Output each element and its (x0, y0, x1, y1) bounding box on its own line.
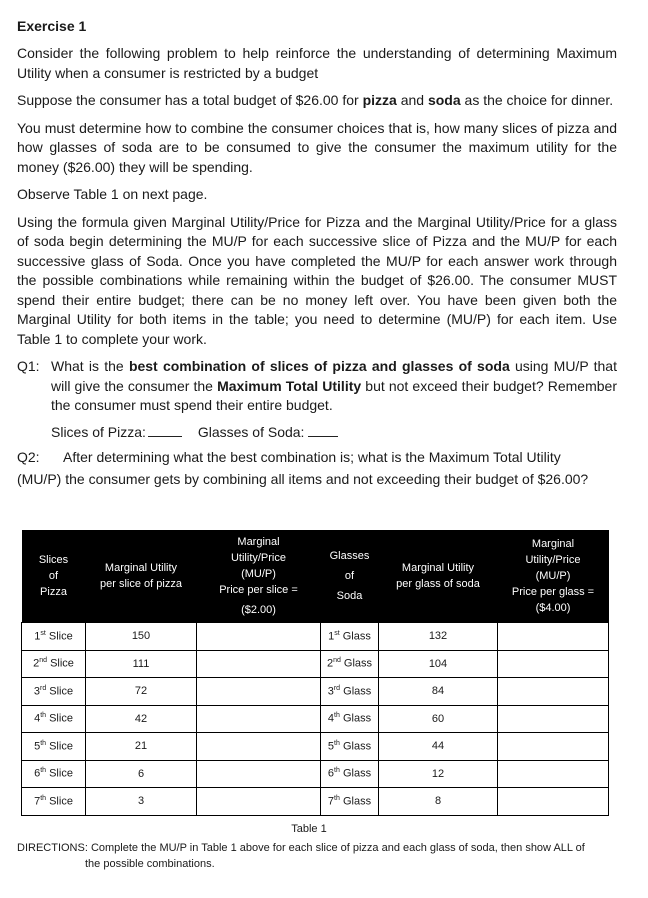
document-page (17, 18, 617, 490)
glass-cell: 5th Glass (321, 733, 379, 761)
header-mup-pizza: Marginal Utility/Price (MU/P) Price per slice = ($2.00) (197, 530, 321, 623)
question-2 (17, 446, 617, 490)
mup-soda-cell[interactable] (498, 678, 609, 706)
glass-cell: 3rd Glass (321, 678, 379, 706)
exercise-title: Exercise 1 (17, 18, 87, 34)
mu-soda-cell: 104 (379, 650, 498, 678)
table-row (22, 678, 609, 706)
slices-blank[interactable] (148, 424, 182, 437)
table-row (22, 650, 609, 678)
mu-soda-cell: 132 (379, 623, 498, 651)
mup-pizza-cell[interactable] (197, 678, 321, 706)
directions (17, 840, 617, 872)
mu-soda-cell: 44 (379, 733, 498, 761)
slice-cell: 5th Slice (22, 733, 86, 761)
question-1-number: Q1: (17, 358, 40, 374)
mup-pizza-cell[interactable] (197, 650, 321, 678)
table-row (22, 733, 609, 761)
slices-label: Slices of Pizza: (51, 423, 146, 440)
table-header-row (22, 530, 609, 623)
glasses-label: Glasses of Soda: (197, 423, 305, 440)
header-mu-soda: Marginal Utility per glass of soda (379, 530, 498, 623)
budget-paragraph: Suppose the consumer has a total budget of $26.00 for pizza and soda as the choice for dinner. (17, 92, 614, 108)
slice-cell: 3rd Slice (22, 678, 86, 706)
mu-soda-cell: 84 (379, 678, 498, 706)
mup-soda-cell[interactable] (498, 705, 609, 733)
table-row (22, 788, 609, 816)
slice-cell: 7th Slice (22, 788, 86, 816)
question-2-line1: After determining what the best combination is; what is the Maximum Total Utility (63, 448, 561, 465)
table-row (22, 705, 609, 733)
mup-pizza-cell[interactable] (197, 733, 321, 761)
directions-text-2: the possible combinations. (85, 858, 215, 870)
mu-pizza-cell: 21 (86, 733, 197, 761)
glass-cell: 4th Glass (321, 705, 379, 733)
mup-pizza-cell[interactable] (197, 705, 321, 733)
slice-cell: 4th Slice (22, 705, 86, 733)
task-paragraph: You must determine how to combine the consumer choices that is, how many slices of pizza and how glasses of soda are to be consumed to give the consumer the maximum utility for the money ($26.00) they will be spending. (17, 119, 617, 175)
question-1-text: What is the best combination of slices of pizza and glasses of soda using MU/P that will give the consumer the Maximum Total Utility but not exceed their budget? Remember the consumer must spend their entire budget. (51, 358, 617, 413)
slice-cell: 6th Slice (22, 760, 86, 788)
glass-cell: 1st Glass (321, 623, 379, 651)
slice-cell: 1st Slice (22, 623, 86, 651)
directions-label: DIRECTIONS: (17, 842, 88, 854)
slice-cell: 2nd Slice (22, 650, 86, 678)
mup-soda-cell[interactable] (498, 623, 609, 651)
mup-pizza-cell[interactable] (197, 788, 321, 816)
question-2-number: Q2: (17, 448, 40, 465)
mu-pizza-cell: 72 (86, 678, 197, 706)
mup-soda-cell[interactable] (498, 788, 609, 816)
mup-pizza-cell[interactable] (197, 623, 321, 651)
mu-pizza-cell: 111 (86, 650, 197, 678)
mu-pizza-cell: 150 (86, 623, 197, 651)
mu-pizza-cell: 3 (86, 788, 197, 816)
question-1-answer-line (51, 424, 617, 440)
glass-cell: 7th Glass (321, 788, 379, 816)
header-mu-pizza: Marginal Utility per slice of pizza (86, 530, 197, 623)
header-mup-soda: Marginal Utility/Price (MU/P) Price per glass = ($4.00) (498, 530, 609, 623)
instructions-paragraph: Using the formula given Marginal Utility/Price for Pizza and the Marginal Utility/Price for a glass of soda begin determining the MU/P for each successive slice of Pizza and the MU/P for each successive glass of Soda. Once you have completed the MU/P for each answer work through the possible combinations while remaining within the budget of $26.00. The consumer MUST spend their entire budget; there can be no money left over. You have been given both the Marginal Utility for both items in the table; you need to determine (MU/P) for each item. Use Table 1 to complete your work. (17, 213, 617, 347)
glass-cell: 6th Glass (321, 760, 379, 788)
glasses-blank[interactable] (308, 424, 338, 437)
mu-soda-cell: 12 (379, 760, 498, 788)
intro-paragraph: Consider the following problem to help reinforce the understanding of determining Maximum Utility when a consumer is restricted by a budget (17, 45, 617, 81)
utility-table (21, 530, 609, 816)
mu-soda-cell: 60 (379, 705, 498, 733)
question-2-line2: (MU/P) the consumer gets by combining all items and not exceeding their budget of $26.00? (17, 470, 589, 487)
glass-cell: 2nd Glass (321, 650, 379, 678)
table-caption: Table 1 (291, 823, 327, 835)
mup-soda-cell[interactable] (498, 733, 609, 761)
mu-soda-cell: 8 (379, 788, 498, 816)
header-slices: Slices of Pizza (22, 530, 86, 623)
mu-pizza-cell: 42 (86, 705, 197, 733)
question-1 (17, 357, 617, 416)
observe-paragraph: Observe Table 1 on next page. (17, 186, 208, 202)
header-glasses: Glasses of Soda (321, 530, 379, 623)
mup-pizza-cell[interactable] (197, 760, 321, 788)
directions-text: Complete the MU/P in Table 1 above for each slice of pizza and each glass of soda, then show ALL of (87, 842, 585, 854)
mu-pizza-cell: 6 (86, 760, 197, 788)
mup-soda-cell[interactable] (498, 650, 609, 678)
mup-soda-cell[interactable] (498, 760, 609, 788)
table-row (22, 623, 609, 651)
table-row (22, 760, 609, 788)
